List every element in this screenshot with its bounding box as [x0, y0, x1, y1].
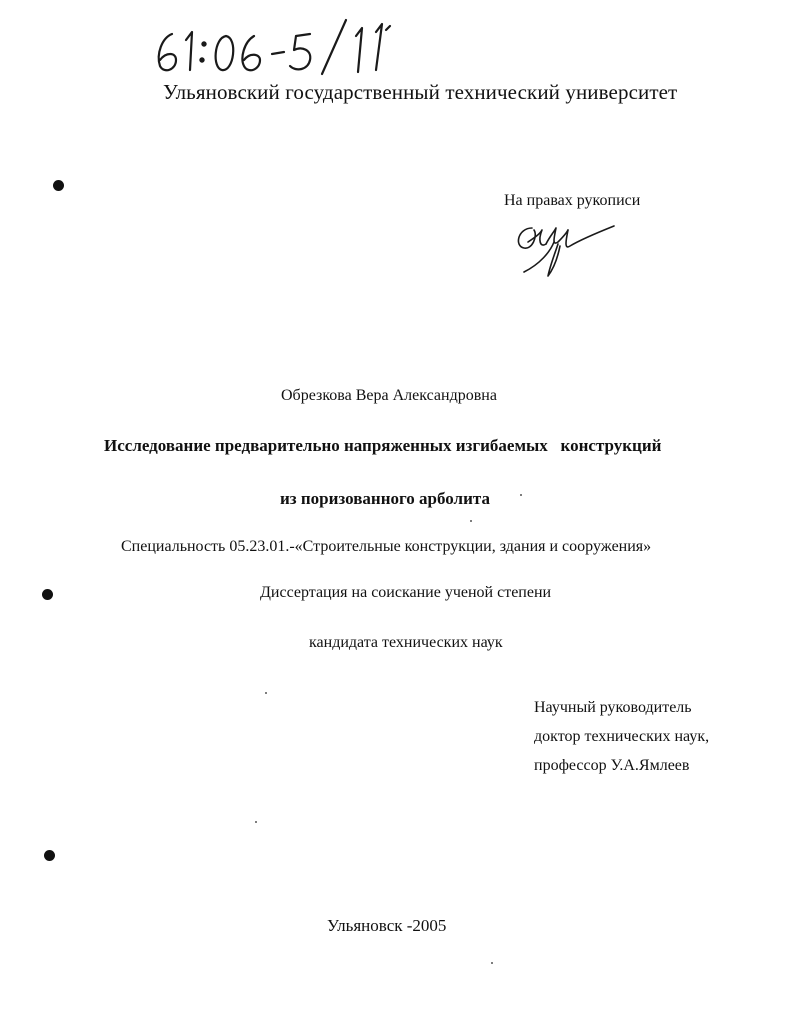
- punch-hole: [42, 589, 53, 600]
- scan-speck: [470, 520, 472, 522]
- punch-hole: [44, 850, 55, 861]
- dissertation-title-line-2: из поризованного арболита: [280, 489, 490, 508]
- scan-speck: [255, 821, 257, 823]
- dissertation-purpose: Диссертация на соискание ученой степени: [260, 584, 552, 601]
- handwritten-archive-code: [150, 14, 410, 76]
- scan-speck: [491, 962, 493, 964]
- university-name: Ульяновский государственный технический университет: [163, 80, 678, 104]
- punch-hole: [53, 180, 64, 191]
- specialty-line: Специальность 05.23.01.-«Строительные конструкции, здания и сооружения»: [121, 538, 652, 555]
- supervisor-role: Научный руководитель: [534, 699, 692, 716]
- scan-speck: [265, 692, 267, 694]
- manuscript-rights-note: На правах рукописи: [504, 192, 641, 209]
- academic-degree: кандидата технических наук: [309, 634, 503, 651]
- dissertation-title-line-1: Исследование предварительно напряженных изгибаемых конструкций: [104, 436, 662, 455]
- supervisor-block: [534, 693, 709, 780]
- city-year: Ульяновск -2005: [327, 916, 447, 935]
- supervisor-name: профессор У.А.Ямлеев: [534, 757, 690, 774]
- scan-speck: [520, 494, 522, 496]
- supervisor-degree: доктор технических наук,: [534, 728, 710, 745]
- author-name: Обрезкова Вера Александровна: [281, 387, 497, 404]
- author-signature: [510, 216, 620, 280]
